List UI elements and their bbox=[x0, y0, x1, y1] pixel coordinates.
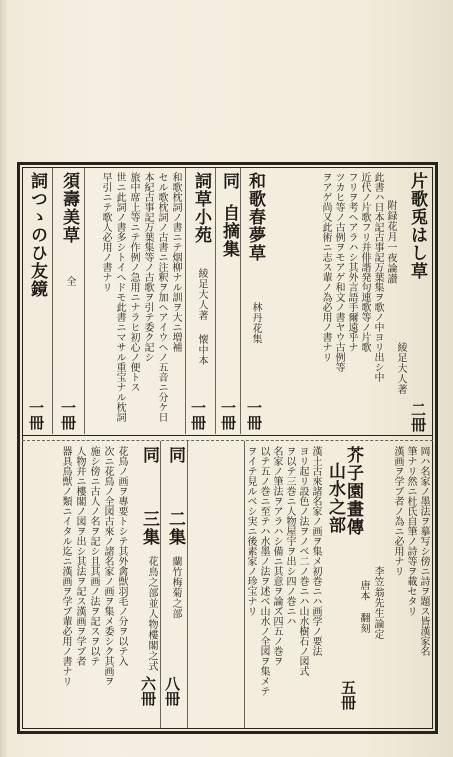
book-title: 須壽美草 bbox=[59, 172, 79, 244]
book-title: 詞つゝのひ友鏡 bbox=[27, 172, 47, 298]
book-title: 詞草小苑 bbox=[191, 172, 211, 244]
volume-count: 五冊 bbox=[339, 680, 357, 710]
book-description-line: ヨリ起リ設色ノ法ヲノベ二ノ巻ニハ山水樹石ノ図式 bbox=[297, 446, 308, 676]
book-title: 同 bbox=[165, 446, 185, 464]
book-title: 同 bbox=[139, 446, 159, 464]
column-rule bbox=[185, 168, 186, 434]
volume-count: 一冊 bbox=[59, 400, 77, 430]
book-description-line: 器具鳥獣ノ類ニイタル迄ニ漢画ヲ学ブ輩必用ノ書ナリ bbox=[60, 446, 71, 686]
book-description-line: 次ニ花鳥ノ全図古來ノ諸名家ノ画ヲ集メ委シク其画ヲ bbox=[102, 446, 113, 686]
section-divider bbox=[22, 435, 433, 436]
book-description-line: 施シ傍ニ古人ノ名ヲ記シ且其画ノ法ヲ記スヲ以テ bbox=[88, 446, 99, 666]
book-title: 同 bbox=[219, 172, 239, 190]
column-rule bbox=[215, 168, 216, 434]
book-title: 二集 bbox=[165, 510, 185, 546]
book-description-line: 花鳥ノ画ヲ專要トシテ其外禽獣羽毛ノ分ヲ以テ入 bbox=[116, 446, 127, 666]
book-author: 綾足大人著 bbox=[196, 268, 207, 321]
book-description-line: 名家ノ筆法ヲアラハシ備ニ其意ヲ論ズ四五ノ巻ヲ bbox=[271, 446, 282, 666]
book-description-line: 本紀古事記万葉集等ノ古歌ヲ引テ委ク記シ bbox=[142, 172, 153, 362]
volume-count: 二冊 bbox=[409, 402, 427, 432]
book-description-line: 此書ハ日本記古事記万葉集ヲ歌ノ中ヨリ出シ中 bbox=[372, 172, 383, 382]
book-description-line: 漢画ヲ学ブ者ノ為ニ必用ナリ bbox=[392, 446, 403, 576]
book-note: 懐中本 bbox=[196, 334, 207, 366]
book-description-line: ヲアゲ尚又此術ニ志ス輩ノ為必用ノ書ナリ bbox=[320, 172, 331, 362]
book-description-line: 和歌枕詞ノ書ニテ烟柳ナル訓ヲ大ニ増補 bbox=[170, 172, 181, 352]
book-author: 綾足大人著 bbox=[395, 342, 406, 395]
book-note: 花鳥之部並人物樓閣之式 bbox=[146, 556, 157, 672]
book-description-line: ヲ以テ三巻ニ人物屋宇ヲ出シ四ノ巻ニハ bbox=[284, 446, 295, 626]
column-rule bbox=[160, 441, 161, 728]
book-title: 三集 bbox=[139, 510, 159, 546]
book-description-line: セル歌枕詞ノ古書ニ注釈ヲ加ヘアイウヘノ五音ニ分ケ日 bbox=[156, 172, 167, 422]
book-description-line: 漢土古來諸名家ノ画ヲ集メ初巻ニハ画学ノ要法 bbox=[310, 446, 321, 656]
book-description-line: 人物并ニ樓閣ノ図ヲ出シ其法ヲ記ス漢画ヲ学ブ者 bbox=[74, 446, 85, 666]
book-description-line: 岡ハ名家ノ墨法ヲ摹写シ傍ニ詩ヲ題ス皆漢家名 bbox=[418, 446, 429, 656]
volume-count: 一冊 bbox=[189, 400, 207, 430]
book-description-line: 世ニ此詞ノ書多シトイヘドモ此書ニマサル重宝ナル枕詞 bbox=[114, 172, 125, 422]
column-rule bbox=[84, 168, 85, 434]
book-subtitle: 山水之部 bbox=[325, 462, 345, 534]
book-description-line: 以テ五ノ巻ニ至テハ水墨ノ法ヲ述ベ山水ノ全図ヲ集メテ bbox=[258, 446, 269, 696]
book-description-line: 早引ニテ歌人必用ノ書ナリ bbox=[100, 172, 111, 292]
book-author: 林丹花集 bbox=[250, 302, 261, 344]
book-description-line: 筆ナリ然ニ杜氏自筆ノ詩等ヲ載セタリ bbox=[405, 446, 416, 616]
book-note: 蘭竹梅菊之部 bbox=[170, 556, 181, 619]
column-rule bbox=[52, 168, 53, 434]
book-title: 片歌兎はし草 bbox=[407, 172, 427, 280]
volume-count: 一冊 bbox=[245, 400, 263, 430]
book-note: 全 bbox=[64, 276, 75, 287]
book-description-line: ツカヒ等ノ古例ヲモアゲ和文ノ書ヤウ古例等 bbox=[333, 172, 344, 372]
volume-count: 一冊 bbox=[219, 400, 237, 430]
book-author: 李笠翁先生論定 bbox=[372, 566, 383, 640]
column-rule bbox=[187, 441, 188, 728]
book-description-line: ヲイテ見ルベシ実ニ後素家ノ珍宝ナリ bbox=[245, 446, 256, 616]
book-title: 和歌春夢草 bbox=[245, 172, 265, 262]
section-divider-dotted bbox=[22, 440, 433, 441]
volume-count: 八冊 bbox=[163, 676, 181, 706]
book-description-line: フリヲ考ヘアラハシ其外言語手爾遠乎ナ bbox=[346, 172, 357, 352]
book-note: 附録花月一夜論讃 bbox=[385, 200, 396, 284]
book-description-line: 近代ノ片歌フリ并俳諧発句連歌等ノ片歌 bbox=[359, 172, 370, 352]
book-title: 自摘集 bbox=[219, 204, 239, 258]
book-author: 唐本 翻刻 bbox=[358, 580, 369, 634]
book-description-line: 旅中席上等ニテ作例ノ急用ニナラヒ初心ノ便トス bbox=[128, 172, 139, 392]
page-fold bbox=[0, 0, 8, 757]
volume-count: 六冊 bbox=[139, 676, 157, 706]
book-title: 芥子園畫傳 bbox=[343, 446, 363, 536]
column-rule bbox=[240, 168, 241, 434]
volume-count: 一冊 bbox=[27, 400, 45, 430]
